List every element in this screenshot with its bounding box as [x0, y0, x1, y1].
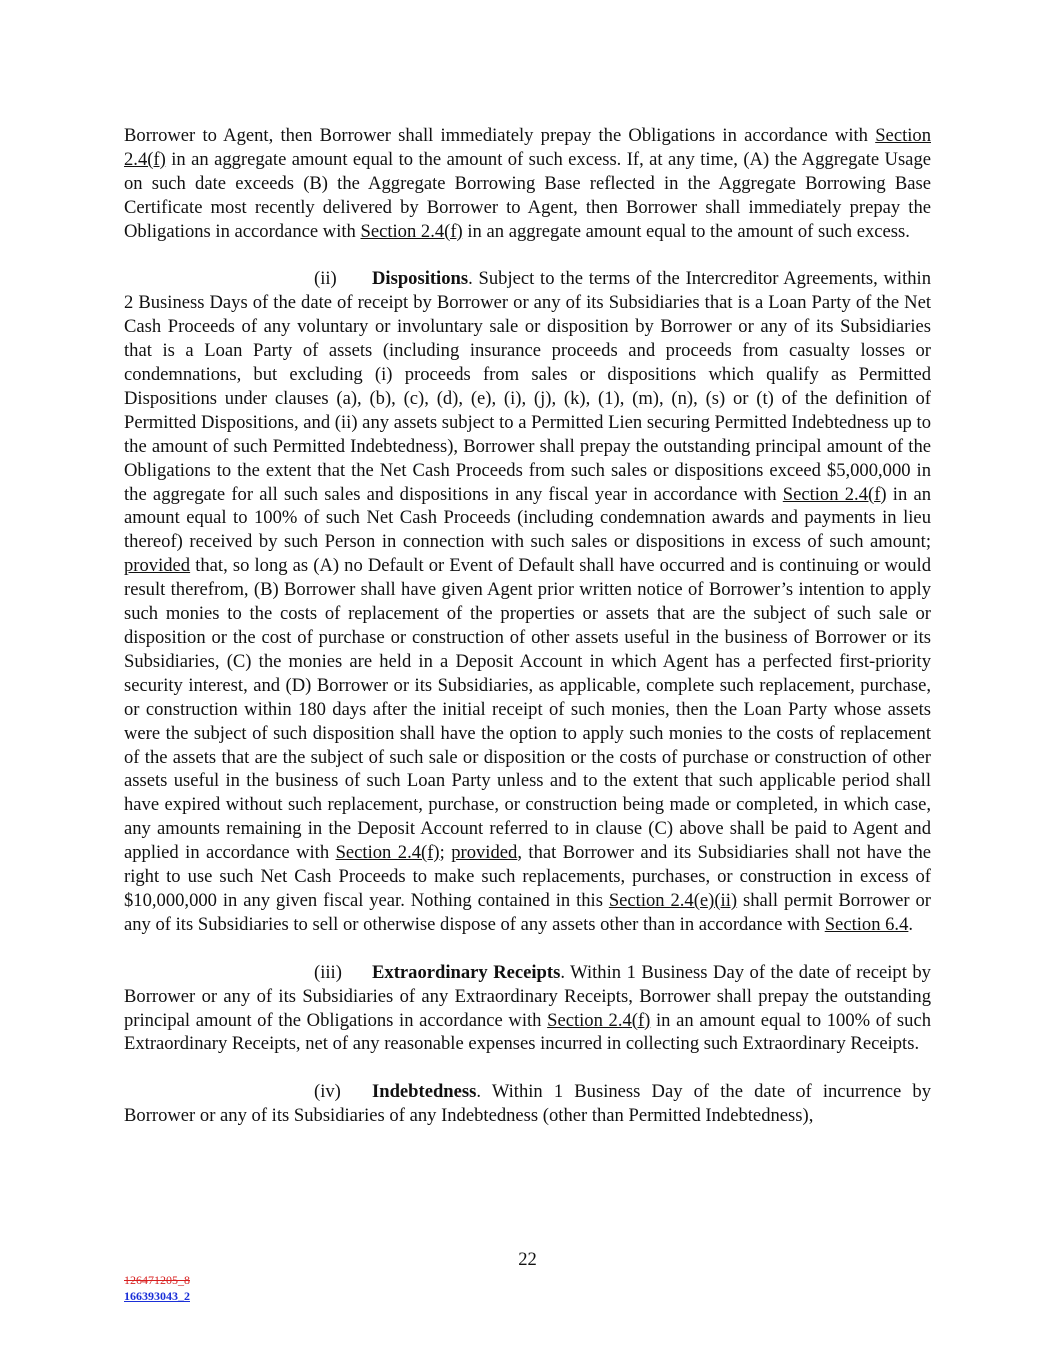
section-reference: Section 2.4(f)	[782, 483, 887, 505]
clause-heading: Extraordinary Receipts	[372, 961, 561, 983]
clause-heading: Dispositions	[372, 268, 469, 290]
clause-number: (ii)	[314, 268, 337, 290]
paragraph-extraordinary-receipts: (iii) Extraordinary Receipts. Within 1 Business Day of the date of receipt by Borrower or any of its Subsidiaries of any Extraordinary Receipts, Borrower shall prepay the outstanding principal amount of the Obligations in accordance with Section 2.4(f) in an amount equal to 100% of such Extraordinary Receipts, net of any reasonable expenses incurred in collecting such Extraordinary Receipts.	[124, 961, 932, 1055]
doc-id-inserted: 166393043_2	[124, 1289, 190, 1303]
section-reference: Section 2.4(f)	[360, 220, 463, 242]
section-reference: Section 2.4(f)	[335, 842, 440, 864]
provided-term: provided	[124, 555, 191, 577]
section-reference: Section 6.4	[824, 913, 909, 935]
section-reference: Section 2.4(f)	[124, 125, 931, 170]
clause-number: (iv)	[314, 1081, 341, 1103]
document-body	[124, 124, 931, 1152]
section-reference: Section 2.4(f)	[547, 1009, 651, 1031]
clause-heading: Indebtedness	[372, 1081, 477, 1103]
paragraph-continuation: Borrower to Agent, then Borrower shall immediately prepay the Obligations in accordance with Section 2.4(f) in an aggregate amount equal to the amount of such excess. If, at any time, (A) the Aggregate Usage on such date exceeds (B) the Aggregate Borrowing Base reflected in the Aggregate Borrowing Base Certificate most recently delivered by Borrower to Agent, then Borrower shall immediately prepay the Obligations in accordance with Section 2.4(f) in an aggregate amount equal to the amount of such excess.	[124, 125, 931, 242]
paragraph-dispositions: (ii) Dispositions. Subject to the terms of the Intercreditor Agreements, within 2 Business Days of the date of receipt by Borrower or any of its Subsidiaries that is a Loan Party of the Net Cash Proceeds of any voluntary or involuntary sale or disposition by Borrower or any of its Subsidiaries that is a Loan Party of assets (including insurance proceeds and proceeds from casualty losses or condemnations, but excluding (i) proceeds from sales or dispositions which qualify as Permitted Dispositions under clauses (a), (b), (c), (d), (e), (i), (j), (k), (1), (m), (n), (s) or (t) of the definition of Permitted Dispositions, and (ii) any assets subject to a Permitted Lien securing Permitted Indebtedness up to the amount of such Permitted Indebtedness), Borrower shall prepay the outstanding principal amount of the Obligations to the extent that the Net Cash Proceeds from such sales or dispositions exceed $5,000,000 in the aggregate for all such sales and dispositions in any fiscal year in accordance with Section 2.4(f) in an amount equal to 100% of such Net Cash Proceeds (including condemnation awards and payments in lieu thereof) received by such Person in connection with such sales or dispositions in excess of such amount; provided that, so long as (A) no Default or Event of Default shall have occurred and is continuing or would result therefrom, (B) Borrower shall have given Agent prior written notice of Borrower’s intention to apply such monies to the costs of replacement of the properties or assets that are the subject of such sale or disposition or the cost of purchase or construction of other assets useful in the business of Borrower or its Subsidiaries, (C) the monies are held in a Deposit Account in which Agent has a perfected first-priority security interest, and (D) Borrower or its Subsidiaries, as applicable, complete such replacement, purchase, or construction within 180 days after the initial receipt of such monies, then the Loan Party whose assets were the subject of such disposition shall have the option to apply such monies to the costs of replacement of the assets that are the subject of such sale or disposition or the costs of purchase or construction of other assets useful in the business of such Loan Party unless and to the extent that such applicable period shall have expired without such replacement, purchase, or construction being made or completed, in which case, any amounts remaining in the Deposit Account referred to in clause (C) above shall be paid to Agent and applied in accordance with Section 2.4(f); provided, that Borrower and its Subsidiaries shall not have the right to use such Net Cash Proceeds to make such replacements, purchases, or construction in excess of $10,000,000 in any given fiscal year. Nothing contained in this Section 2.4(e)(ii) shall permit Borrower or any of its Subsidiaries to sell or otherwise dispose of any assets other than in accordance with Section 6.4.	[124, 268, 931, 935]
page-number: 22	[518, 1249, 537, 1270]
provided-term: provided	[451, 842, 518, 864]
clause-number: (iii)	[314, 961, 342, 983]
doc-id-deleted: 126471205_8	[124, 1273, 190, 1287]
section-reference: Section 2.4(e)(ii)	[608, 889, 738, 911]
paragraph-indebtedness: (iv) Indebtedness. Within 1 Business Day of the date of incurrence by Borrower or any of its Subsidiaries of any Indebtedness (other than Permitted Indebtedness),	[124, 1081, 931, 1127]
